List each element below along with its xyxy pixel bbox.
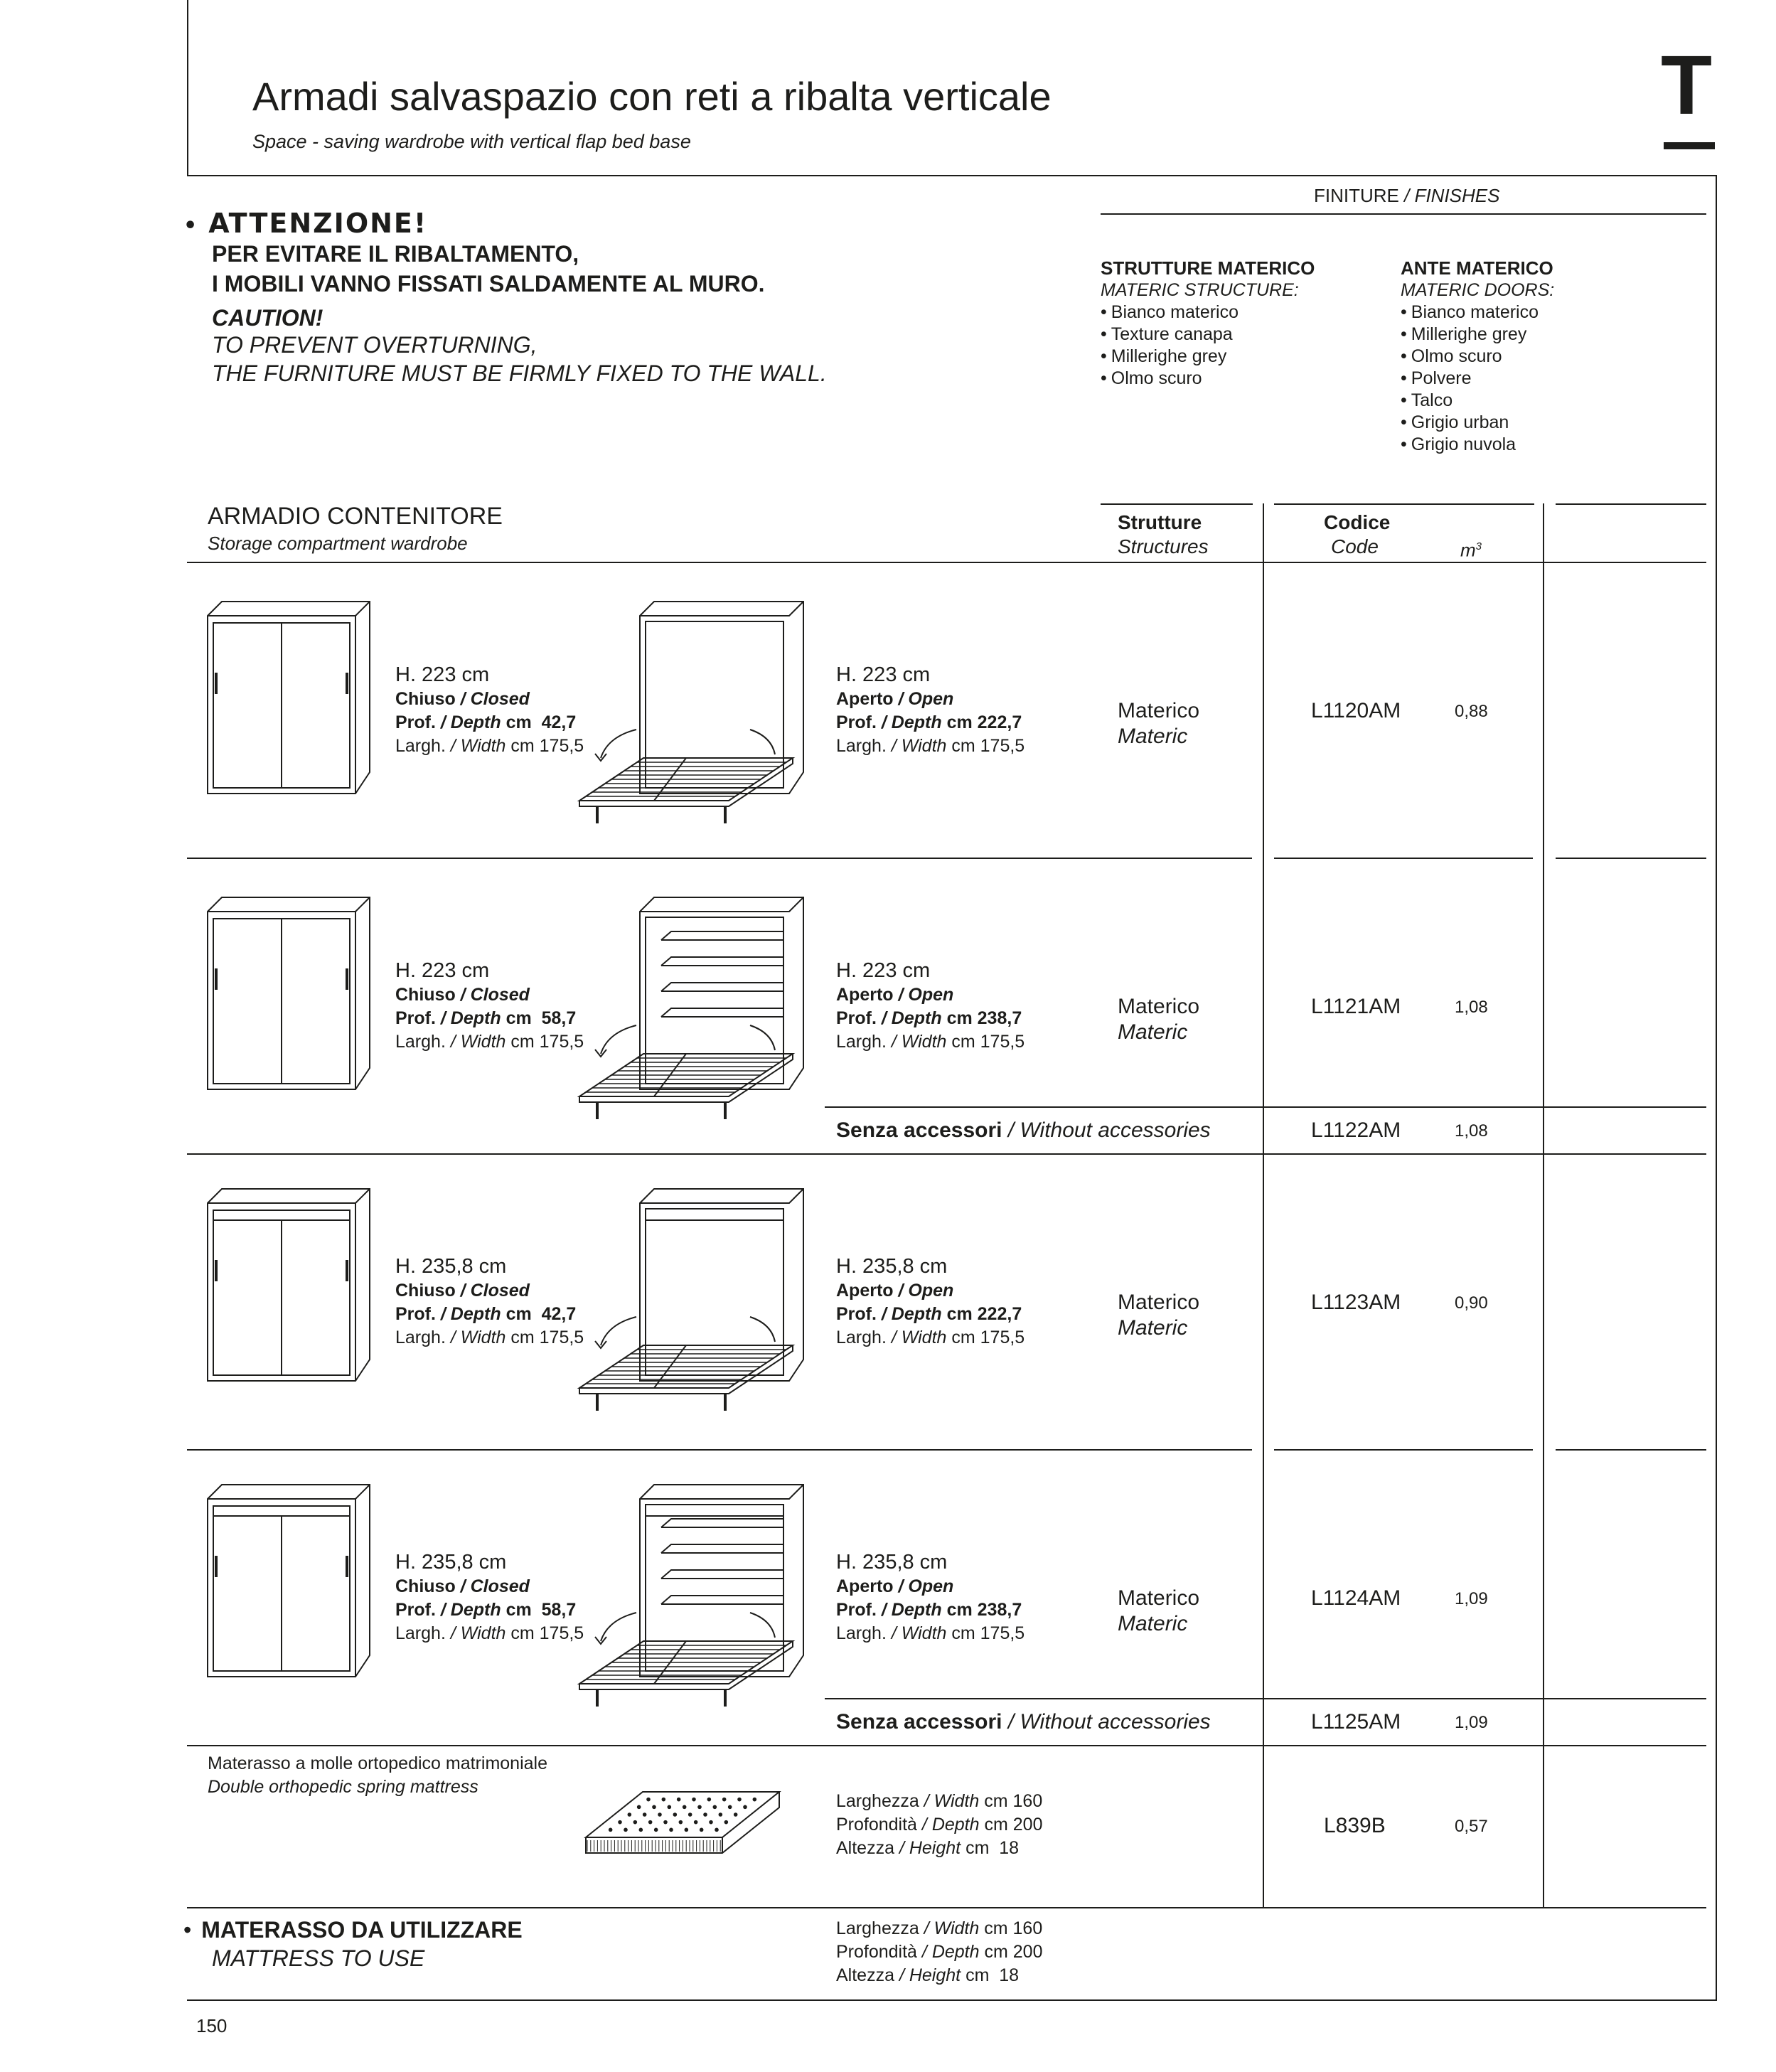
mattress-tuft (692, 1798, 695, 1801)
accessory-line-2 (825, 1698, 1706, 1699)
open-wardrobe-top-edge (640, 1189, 803, 1203)
open-width-label: Largh. (836, 1032, 887, 1052)
flap-arrow-icon (750, 730, 775, 754)
accessory-label-it: Senza accessori (836, 1710, 1002, 1734)
mattress-tuft (668, 1806, 671, 1809)
doors-finishes (1401, 257, 1554, 456)
open-wardrobe-outline (640, 897, 803, 1089)
mattress-to-use-title: • MATERASSO DA UTILIZZARE (183, 1917, 523, 1943)
structures-title: STRUTTURE MATERICO (1101, 257, 1315, 279)
col-structures-en: Structures (1118, 535, 1209, 557)
mattress-tuft (725, 1821, 728, 1824)
open-state-it: Aperto (836, 1281, 894, 1301)
closed-wardrobe-top-edge (208, 602, 370, 616)
closed-wardrobe-outline (208, 897, 370, 1089)
product-row-1-structure (1118, 994, 1199, 1045)
wardrobe-shelf (661, 1570, 783, 1579)
closed-depth-value: cm 42,7 (505, 1304, 577, 1324)
structure-finish-item: • Olmo scuro (1101, 368, 1315, 390)
closed-depth-value: cm 58,7 (505, 1008, 577, 1028)
mattress-to-use-title-it: MATERASSO DA UTILIZZARE (201, 1917, 523, 1943)
col-structures-header (1118, 511, 1209, 559)
col-header-top-line-1 (1101, 503, 1253, 505)
mattress-title-it: Materasso a molle ortopedico matrimoniale (208, 1753, 547, 1773)
accessory-label-en: / Without accessories (1007, 1710, 1211, 1734)
closed-state-it: Chiuso (395, 689, 456, 709)
structure-finish-item: • Texture canapa (1101, 324, 1315, 346)
closed-depth-value: cm 42,7 (505, 712, 577, 732)
product-row-3-accessory (836, 1709, 1211, 1735)
structure-en: Materic (1118, 1612, 1188, 1635)
closed-state-it: Chiuso (395, 985, 456, 1005)
mattress-tuft (683, 1806, 686, 1809)
open-height: H. 235,8 cm (836, 1551, 948, 1574)
mattress-tuft (663, 1798, 665, 1801)
mattress-to-use-width-label: Larghezza (836, 1918, 919, 1938)
open-depth-label: Prof. (836, 712, 877, 732)
mattress-tuft (685, 1829, 688, 1832)
row-separator-3a (187, 1449, 1252, 1451)
row-separator-3b (1274, 1449, 1533, 1451)
product-row-3-accessory-code: L1125AM (1311, 1710, 1401, 1734)
mattress-tuft (689, 1813, 692, 1816)
open-wardrobe-top-edge (640, 897, 803, 912)
mattress-tuft (655, 1829, 658, 1832)
product-row-0-code: L1120AM (1311, 699, 1401, 722)
closed-depth-label: Prof. (395, 1008, 436, 1028)
wardrobe-shelf (661, 983, 783, 991)
product-row-1-accessory-code: L1122AM (1311, 1118, 1401, 1142)
warning-title-text: ATTENZIONE! (208, 208, 428, 239)
closed-height: H. 223 cm (395, 663, 490, 686)
closed-width-en: / Width (450, 1623, 506, 1643)
closed-depth-en: / Depth (440, 1008, 501, 1028)
open-wardrobe-outline (640, 1485, 803, 1677)
finishes-header-en: / FINISHES (1404, 185, 1500, 206)
row-separator-1a (187, 858, 1252, 859)
door-finish-item: • Olmo scuro (1401, 346, 1554, 368)
open-state-en: / Open (898, 689, 954, 709)
caution-line-1: TO PREVENT OVERTURNING, (212, 332, 537, 358)
closed-state-en: / Closed (460, 1281, 530, 1301)
open-state-it: Aperto (836, 985, 894, 1005)
mattress-tuft (647, 1798, 650, 1801)
mattress-tuft (619, 1821, 621, 1824)
structure-en: Materic (1118, 1020, 1188, 1044)
mattress-width-label: Larghezza (836, 1791, 919, 1811)
row-separator-4 (187, 1745, 1706, 1746)
section-letter-underline (1664, 142, 1715, 149)
product-row-1-open-specs (836, 958, 1025, 1054)
door-finish-item: • Millerighe grey (1401, 324, 1554, 346)
closed-wardrobe-outline (208, 1189, 370, 1381)
closed-width-value: cm 175,5 (510, 1328, 584, 1347)
row-separator-5 (187, 1907, 1706, 1908)
bed-base-edge (579, 1345, 793, 1394)
mattress-title (208, 1752, 547, 1799)
mattress-tuft (678, 1798, 680, 1801)
product-row-3-structure (1118, 1586, 1199, 1637)
closed-width-label: Largh. (395, 736, 446, 756)
structure-it: Materico (1118, 1586, 1200, 1610)
accessory-label-it: Senza accessori (836, 1118, 1002, 1142)
mattress-title-en: Double orthopedic spring mattress (208, 1777, 478, 1797)
mattress-tuft (698, 1806, 701, 1809)
open-state-it: Aperto (836, 1576, 894, 1596)
finishes-header-it: FINITURE (1314, 185, 1399, 206)
row-separator-3c (1556, 1449, 1706, 1451)
mattress-tuft (708, 1798, 711, 1801)
mattress-tuft (634, 1821, 637, 1824)
open-depth-label: Prof. (836, 1600, 877, 1620)
closed-height: H. 223 cm (395, 959, 490, 982)
open-wardrobe-top-edge (640, 1485, 803, 1499)
structure-en: Materic (1118, 725, 1188, 748)
structure-finish-item: • Millerighe grey (1101, 346, 1315, 368)
mattress-to-use-height-en: / Height (899, 1965, 961, 1985)
col-m3-header (1460, 535, 1482, 562)
closed-width-value: cm 175,5 (510, 1032, 584, 1052)
open-width-value: cm 175,5 (951, 1328, 1025, 1347)
product-row-1-accessory (836, 1118, 1211, 1143)
product-row-2-illustrations (199, 1182, 825, 1438)
mattress-tuft (704, 1813, 707, 1816)
open-state-it: Aperto (836, 689, 894, 709)
flap-arrow-icon (750, 1025, 775, 1050)
mattress-to-use-specs (836, 1917, 1042, 1987)
accessory-label-en: / Without accessories (1007, 1118, 1211, 1142)
closed-state-en: / Closed (460, 1576, 530, 1596)
open-width-value: cm 175,5 (951, 736, 1025, 756)
mattress-m3: 0,57 (1455, 1817, 1488, 1836)
product-row-3-code: L1124AM (1311, 1586, 1401, 1610)
product-row-1-m3: 1,08 (1455, 998, 1488, 1017)
mattress-tuft (624, 1829, 627, 1832)
open-state-en: / Open (898, 1281, 954, 1301)
mattress-tuft (714, 1806, 717, 1809)
mattress-depth-label: Profondità (836, 1815, 917, 1835)
wardrobe-shelf (661, 1596, 783, 1604)
product-row-0-illustrations (199, 590, 825, 846)
doors-title: ANTE MATERICO (1401, 257, 1553, 279)
closed-width-value: cm 175,5 (510, 736, 584, 756)
product-row-1-code: L1121AM (1311, 995, 1401, 1018)
warning-line-1: PER EVITARE IL RIBALTAMENTO, (212, 241, 579, 267)
mattress-height-value: cm 18 (965, 1838, 1020, 1858)
wardrobe-shelf (661, 1519, 783, 1527)
mattress-tuft (720, 1813, 722, 1816)
open-width-label: Largh. (836, 736, 887, 756)
open-width-en: / Width (891, 736, 947, 756)
product-row-3-m3: 1,09 (1455, 1589, 1488, 1608)
closed-depth-label: Prof. (395, 1600, 436, 1620)
section-letter: T (1661, 38, 1713, 132)
product-row-2-code: L1123AM (1311, 1291, 1401, 1314)
open-wardrobe-inner-frame (646, 1209, 783, 1375)
mattress-tuft (700, 1829, 703, 1832)
caution-line-2: THE FURNITURE MUST BE FIRMLY FIXED TO THE WALL. (212, 361, 827, 386)
bed-base-edge (579, 1054, 793, 1102)
page-number: 150 (196, 2015, 228, 2036)
product-row-3-accessory-m3: 1,09 (1455, 1713, 1488, 1732)
structure-it: Materico (1118, 1291, 1200, 1314)
caution-title: CAUTION! (212, 305, 323, 331)
door-finish-item: • Polvere (1401, 368, 1554, 390)
closed-wardrobe-top-edge (208, 897, 370, 912)
structure-en: Materic (1118, 1316, 1188, 1340)
structure-it: Materico (1118, 995, 1200, 1018)
closed-wardrobe-top-edge (208, 1485, 370, 1499)
mattress-to-use-height-value: cm 18 (965, 1965, 1020, 1985)
closed-width-label: Largh. (395, 1623, 446, 1643)
open-height: H. 235,8 cm (836, 1255, 948, 1278)
col-header-top-line-3 (1556, 503, 1706, 505)
product-row-0-open-specs (836, 662, 1025, 758)
mattress-tuft (715, 1829, 718, 1832)
closed-state-it: Chiuso (395, 1281, 456, 1301)
bottom-frame-line (187, 1999, 1717, 2001)
mattress-tuft (744, 1806, 747, 1809)
door-finish-item: • Grigio urban (1401, 412, 1554, 434)
mattress-tuft (643, 1813, 646, 1816)
closed-wardrobe-outline (208, 1485, 370, 1677)
page-title: Armadi salvaspazio con reti a ribalta verticale (252, 74, 1052, 119)
product-row-2-structure (1118, 1290, 1199, 1341)
table-header-line (187, 562, 1706, 563)
col-code-en: Code (1331, 535, 1379, 557)
mattress-illustration (583, 1785, 796, 1870)
product-row-3-open-specs (836, 1549, 1025, 1645)
closed-width-label: Largh. (395, 1328, 446, 1347)
closed-depth-en: / Depth (440, 1304, 501, 1324)
open-depth-value: cm 238,7 (946, 1600, 1022, 1620)
closed-state-en: / Closed (460, 689, 530, 709)
flap-arrow-icon (750, 1613, 775, 1638)
col-structures-it: Strutture (1118, 511, 1202, 533)
structures-subtitle: MATERIC STRUCTURE: (1101, 280, 1299, 300)
open-width-en: / Width (891, 1032, 947, 1052)
mattress-height-en: / Height (899, 1838, 961, 1858)
closed-wardrobe-outline (208, 602, 370, 794)
door-finish-item: • Grigio nuvola (1401, 434, 1554, 456)
open-depth-en: / Depth (881, 712, 942, 732)
open-width-value: cm 175,5 (951, 1623, 1025, 1643)
open-state-en: / Open (898, 1576, 954, 1596)
product-row-0-m3: 0,88 (1455, 702, 1488, 721)
open-depth-en: / Depth (881, 1304, 942, 1324)
open-depth-label: Prof. (836, 1008, 877, 1028)
mattress-tuft (734, 1813, 737, 1816)
mattress-tuft (638, 1806, 641, 1809)
mattress-tuft (653, 1806, 656, 1809)
accessory-line-1 (825, 1106, 1706, 1108)
mattress-tuft (754, 1798, 756, 1801)
open-depth-value: cm 222,7 (946, 1304, 1022, 1324)
section-title: ARMADIO CONTENITORE (208, 503, 503, 530)
mattress-width-value: cm 160 (984, 1791, 1043, 1811)
warning-line-2: I MOBILI VANNO FISSATI SALDAMENTE AL MURO. (212, 271, 765, 297)
mattress-depth-en: / Depth (921, 1815, 980, 1835)
finishes-header (1314, 185, 1499, 207)
mattress-to-use-depth-value: cm 200 (984, 1942, 1043, 1962)
wardrobe-shelf (661, 931, 783, 940)
open-wardrobe-inner-frame (646, 1505, 783, 1671)
open-depth-value: cm 238,7 (946, 1008, 1022, 1028)
doors-subtitle: MATERIC DOORS: (1401, 280, 1555, 300)
mattress-to-use-title-en: MATTRESS TO USE (212, 1945, 425, 1971)
mattress-to-use-height-label: Altezza (836, 1965, 894, 1985)
col-m3-sup: 3 (1475, 540, 1482, 552)
structure-it: Materico (1118, 699, 1200, 722)
mattress-tuft (649, 1821, 652, 1824)
mattress-tuft (658, 1813, 661, 1816)
warning-title: • ATTENZIONE! (183, 208, 428, 239)
closed-depth-label: Prof. (395, 1304, 436, 1324)
col-header-top-line-2 (1274, 503, 1534, 505)
mattress-tuft (640, 1829, 643, 1832)
closed-width-en: / Width (450, 1032, 506, 1052)
open-wardrobe-inner-frame (646, 621, 783, 788)
mattress-width-en: / Width (924, 1791, 980, 1811)
closed-height: H. 235,8 cm (395, 1551, 507, 1574)
col-m3-unit: m (1460, 539, 1476, 561)
mattress-tuft (680, 1821, 683, 1824)
open-width-value: cm 175,5 (951, 1032, 1025, 1052)
closed-depth-label: Prof. (395, 712, 436, 732)
bed-base-edge (579, 1641, 793, 1689)
closed-width-en: / Width (450, 736, 506, 756)
open-wardrobe-inner-frame (646, 917, 783, 1084)
mattress-tuft (674, 1813, 677, 1816)
structure-finish-item: • Bianco materico (1101, 301, 1315, 324)
mattress-depth-value: cm 200 (984, 1815, 1043, 1835)
wardrobe-shelf (661, 1544, 783, 1553)
mattress-to-use-width-en: / Width (924, 1918, 980, 1938)
closed-depth-value: cm 58,7 (505, 1600, 577, 1620)
wardrobe-shelf (661, 1008, 783, 1017)
closed-state-it: Chiuso (395, 1576, 456, 1596)
open-wardrobe-top-edge (640, 602, 803, 616)
mattress-tuft (628, 1813, 631, 1816)
open-state-en: / Open (898, 985, 954, 1005)
row-separator-2 (187, 1153, 1706, 1155)
right-frame-line (1716, 175, 1717, 2001)
closed-depth-en: / Depth (440, 1600, 501, 1620)
mattress-to-use-width-value: cm 160 (984, 1918, 1043, 1938)
bed-base-edge (579, 758, 793, 806)
page-subtitle: Space - saving wardrobe with vertical flap bed base (252, 131, 691, 152)
door-finish-item: • Talco (1401, 390, 1554, 412)
open-width-label: Largh. (836, 1623, 887, 1643)
closed-width-value: cm 175,5 (510, 1623, 584, 1643)
open-height: H. 223 cm (836, 663, 931, 686)
open-wardrobe-outline (640, 1189, 803, 1381)
mattress-tuft (729, 1806, 732, 1809)
open-height: H. 223 cm (836, 959, 931, 982)
door-finish-item: • Bianco materico (1401, 301, 1554, 324)
mattress-code: L839B (1324, 1814, 1386, 1837)
product-row-2-open-specs (836, 1254, 1025, 1350)
open-depth-en: / Depth (881, 1008, 942, 1028)
open-width-en: / Width (891, 1328, 947, 1347)
left-frame-top-line (187, 0, 188, 176)
mattress-tuft (695, 1821, 697, 1824)
mattress-to-use-depth-label: Profondità (836, 1942, 917, 1962)
product-row-1-accessory-m3: 1,08 (1455, 1121, 1488, 1141)
closed-wardrobe-top-edge (208, 1189, 370, 1203)
closed-depth-en: / Depth (440, 712, 501, 732)
mattress-to-use-depth-en: / Depth (921, 1942, 980, 1962)
mattress-tuft (710, 1821, 712, 1824)
row-separator-1b (1274, 858, 1533, 859)
product-row-1-illustrations (199, 886, 825, 1142)
mattress-specs (836, 1790, 1042, 1860)
flap-arrow-icon (750, 1317, 775, 1342)
open-width-en: / Width (891, 1623, 947, 1643)
mattress-tuft (738, 1798, 741, 1801)
header-divider (187, 175, 1717, 176)
closed-height: H. 235,8 cm (395, 1255, 507, 1278)
col-code-it: Codice (1324, 511, 1391, 533)
product-row-2-m3: 0,90 (1455, 1293, 1488, 1313)
mattress-tuft (664, 1821, 667, 1824)
open-depth-label: Prof. (836, 1304, 877, 1324)
product-row-3-illustrations (199, 1478, 825, 1734)
mattress-height-label: Altezza (836, 1838, 894, 1858)
col-code-header (1324, 511, 1390, 559)
open-width-label: Largh. (836, 1328, 887, 1347)
structures-finishes (1101, 257, 1315, 390)
mattress-tuft (670, 1829, 673, 1832)
mattress-tuft (609, 1829, 612, 1832)
wardrobe-shelf (661, 957, 783, 966)
closed-width-label: Largh. (395, 1032, 446, 1052)
row-separator-1c (1556, 858, 1706, 859)
finishes-divider (1101, 213, 1706, 215)
product-row-0-structure (1118, 698, 1199, 749)
closed-state-en: / Closed (460, 985, 530, 1005)
open-wardrobe-outline (640, 602, 803, 794)
open-depth-en: / Depth (881, 1600, 942, 1620)
closed-width-en: / Width (450, 1328, 506, 1347)
mattress-tuft (723, 1798, 726, 1801)
section-subtitle: Storage compartment wardrobe (208, 533, 468, 554)
open-depth-value: cm 222,7 (946, 712, 1022, 732)
